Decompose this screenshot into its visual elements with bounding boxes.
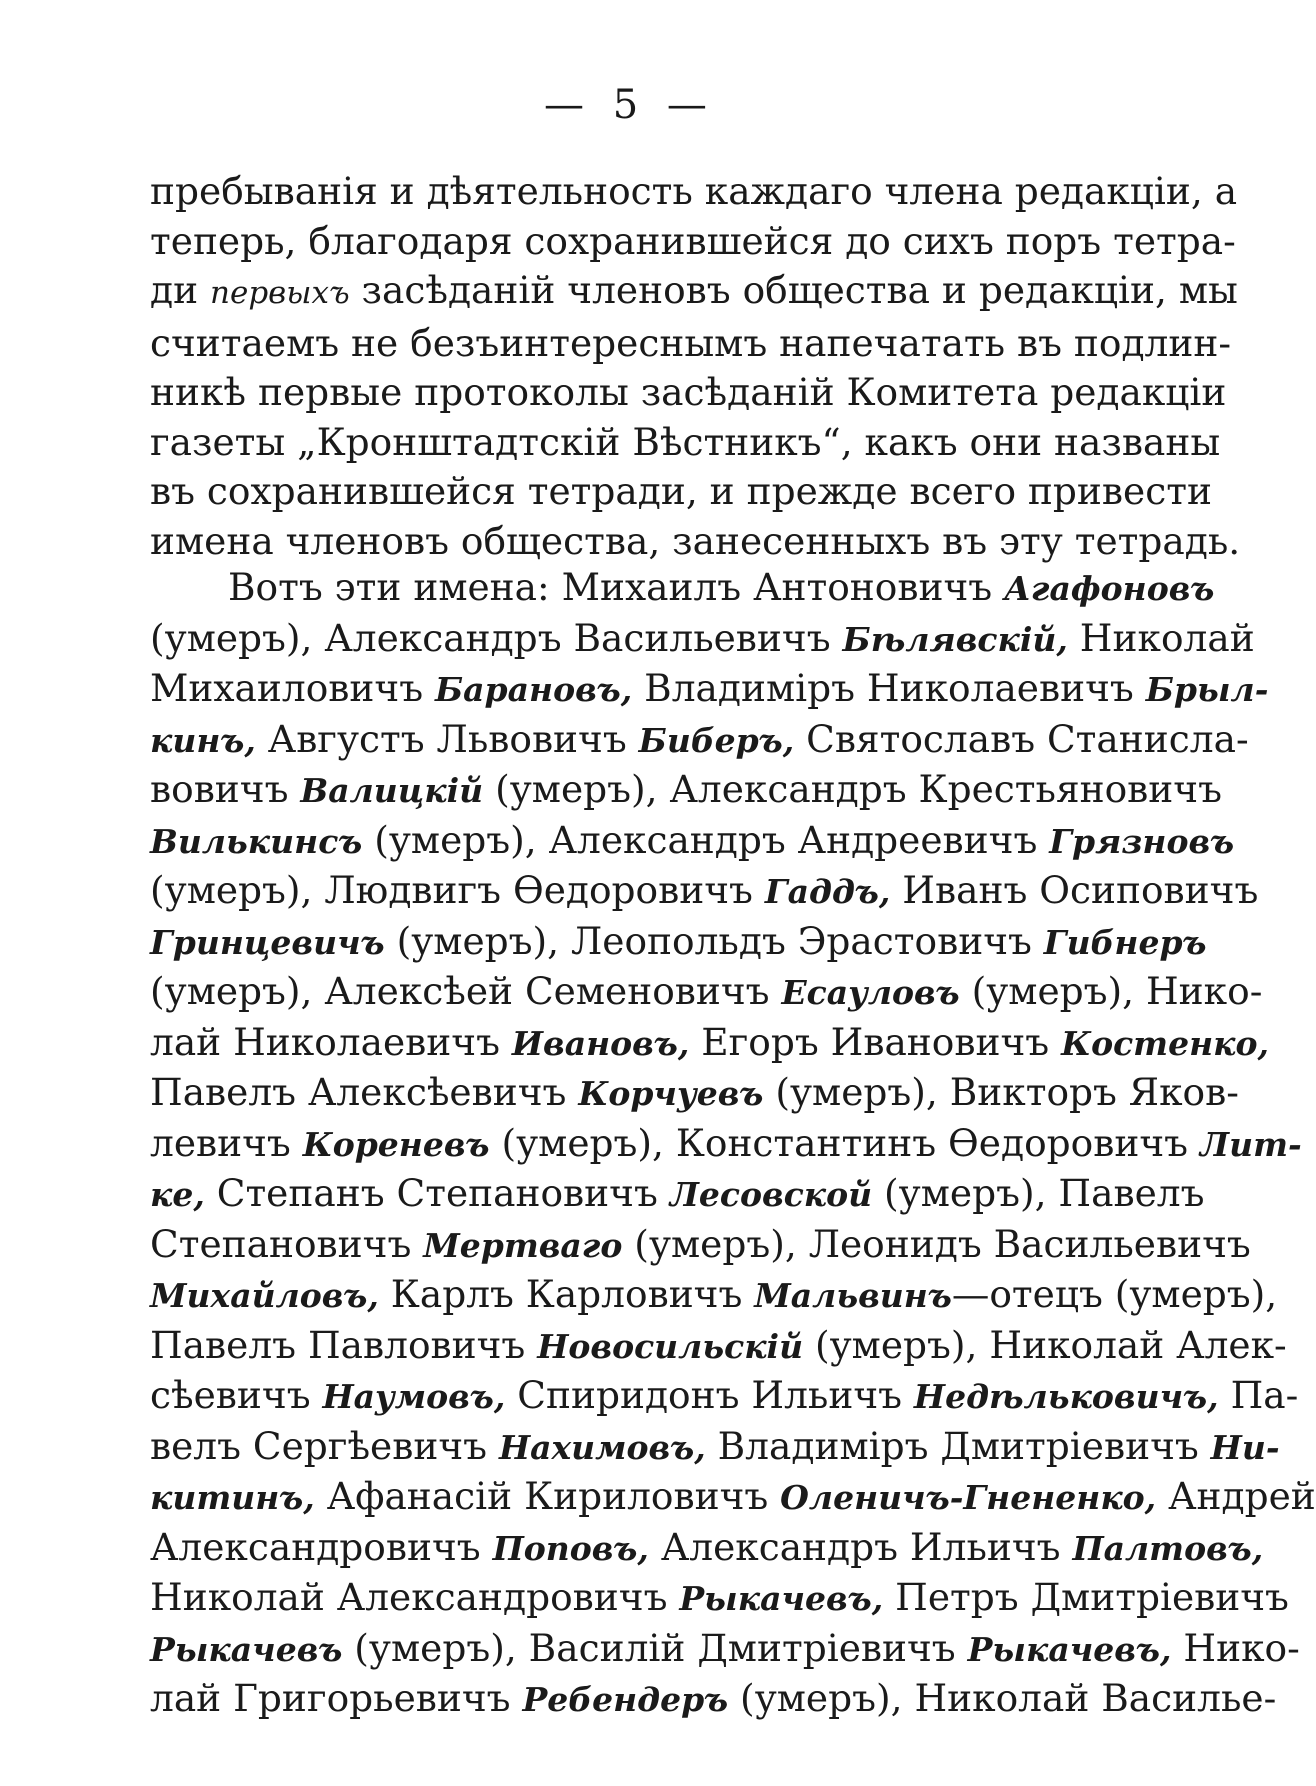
surname: Поповъ, bbox=[492, 1528, 649, 1568]
text-line: ке, Степанъ Степановичъ Лесовской (умеръ), Павелъ bbox=[150, 1171, 1205, 1215]
text-line: вовичъ Валицкій (умеръ), Александръ Крестьяновичъ bbox=[150, 767, 1222, 811]
surname: Оленичъ-Гнененко, bbox=[780, 1478, 1157, 1517]
surname: Корчуевъ bbox=[578, 1074, 764, 1113]
surname: Бѣлявскій, bbox=[842, 619, 1068, 659]
surname: Недѣльковичъ, bbox=[913, 1377, 1219, 1416]
text-line: Рыкачевъ (умеръ), Василій Дмитріевичъ Рыкачевъ, Нико- bbox=[150, 1625, 1300, 1670]
text-line: Михаиловичъ Барановъ, Владиміръ Николаевичъ Брыл- bbox=[150, 666, 1269, 710]
surname: Михайловъ, bbox=[150, 1276, 379, 1315]
text-line: въ сохранившейся тетради, и прежде всего привести bbox=[150, 469, 1212, 513]
text-line: (умеръ), Александръ Васильевичъ Бѣлявскій, Николай bbox=[150, 615, 1255, 660]
surname: Вилькинсъ bbox=[150, 821, 363, 861]
emphasis-word: первыхъ bbox=[210, 275, 350, 311]
surname: Наумовъ, bbox=[322, 1377, 506, 1416]
text-line: ди первыхъ засѣданій членовъ общества и редакціи, мы bbox=[150, 268, 1238, 312]
text-line: китинъ, Афанасій Кириловичъ Оленичъ-Гнененко, Андрей bbox=[150, 1474, 1316, 1518]
text-line: лай Григорьевичъ Ребендеръ (умеръ), Николай Василье- bbox=[150, 1676, 1277, 1720]
text-line: Александровичъ Поповъ, Александръ Ильичъ Палтовъ, bbox=[150, 1524, 1264, 1569]
text-line: газеты „Кронштадтскій Вѣстникъ“, какъ они названы bbox=[150, 419, 1221, 464]
surname: Гибнеръ bbox=[1043, 922, 1207, 962]
surname: Мальвинъ bbox=[754, 1276, 952, 1315]
text-line: Вилькинсъ (умеръ), Александръ Андреевичъ Грязновъ bbox=[150, 817, 1235, 862]
text-line: пребыванія и дѣятельность каждаго члена редакціи, а bbox=[150, 169, 1238, 213]
surname: Валицкій bbox=[300, 771, 484, 810]
text-line: (умеръ), Людвигъ Ѳедоровичъ Гаддъ, Иванъ Осиповичъ bbox=[150, 868, 1259, 912]
surname: кинъ, bbox=[150, 720, 256, 760]
surname: Ни- bbox=[1210, 1427, 1280, 1467]
text-line: лай Николаевичъ Ивановъ, Егоръ Ивановичъ Костенко, bbox=[150, 1019, 1269, 1064]
text-line: (умеръ), Алексѣей Семеновичъ Есауловъ (умеръ), Нико- bbox=[150, 969, 1263, 1013]
surname: ке, bbox=[150, 1175, 205, 1214]
text-line: велъ Сергѣевичъ Нахимовъ, Владиміръ Дмитріевичъ Ни- bbox=[150, 1423, 1280, 1468]
paragraph-member-names bbox=[150, 563, 1316, 1725]
text-line: кинъ, Августъ Львовичъ Биберъ, Святославъ Станисла- bbox=[150, 716, 1249, 761]
surname: Есауловъ bbox=[781, 973, 960, 1012]
surname: Нахимовъ, bbox=[498, 1427, 706, 1467]
surname: Биберъ, bbox=[638, 720, 795, 760]
surname: Барановъ, bbox=[434, 670, 633, 709]
surname: Рыкачевъ, bbox=[967, 1629, 1172, 1669]
paragraph-intro bbox=[150, 167, 1241, 566]
surname: китинъ, bbox=[150, 1478, 315, 1517]
text-line: считаемъ не безъинтереснымъ напечатать въ подлин- bbox=[150, 320, 1232, 365]
surname: Грязновъ bbox=[1049, 821, 1235, 861]
surname: Рыкачевъ bbox=[150, 1629, 343, 1669]
surname: Лит- bbox=[1199, 1124, 1302, 1164]
surname: Палтовъ, bbox=[1072, 1528, 1264, 1568]
text-line: Степановичъ Мертваго (умеръ), Леонидъ Васильевичъ bbox=[150, 1221, 1251, 1266]
surname: Гринцевичъ bbox=[150, 922, 385, 962]
surname: Брыл- bbox=[1145, 670, 1269, 709]
surname: Агафоновъ bbox=[1004, 569, 1215, 608]
text-line: Гринцевичъ (умеръ), Леопольдъ Эрастовичъ Гибнеръ bbox=[150, 918, 1207, 963]
surname: Ребендеръ bbox=[522, 1680, 729, 1719]
surname: Лесовской bbox=[669, 1175, 873, 1214]
text-line: сѣевичъ Наумовъ, Спиридонъ Ильичъ Недѣльковичъ, Па- bbox=[150, 1373, 1299, 1417]
text-line: теперь, благодаря сохранившейся до сихъ поръ тетра- bbox=[150, 218, 1236, 263]
text-line: Вотъ эти имена: Михаилъ Антоновичъ Агафоновъ bbox=[228, 565, 1215, 609]
text-line: Михайловъ, Карлъ Карловичъ Мальвинъ—отецъ (умеръ), bbox=[150, 1272, 1278, 1316]
text-line: никѣ первые протоколы засѣданій Комитета редакціи bbox=[150, 370, 1227, 414]
text-line: Павелъ Алексѣевичъ Корчуевъ (умеръ), Викторъ Яков- bbox=[150, 1070, 1239, 1114]
text-line: имена членовъ общества, занесенныхъ въ эту тетрадь. bbox=[150, 518, 1241, 563]
surname: Мертваго bbox=[423, 1225, 623, 1265]
text-line: левичъ Кореневъ (умеръ), Константинъ Ѳедоровичъ Лит- bbox=[150, 1120, 1302, 1165]
surname: Костенко, bbox=[1061, 1023, 1269, 1063]
text-line: Николай Александровичъ Рыкачевъ, Петръ Дмитріевичъ bbox=[150, 1575, 1289, 1619]
page-number: — 5 — bbox=[544, 82, 715, 128]
surname: Новосильскій bbox=[537, 1326, 804, 1366]
surname: Рыкачевъ, bbox=[679, 1579, 884, 1618]
surname: Ивановъ, bbox=[511, 1023, 690, 1063]
surname: Кореневъ bbox=[302, 1124, 490, 1164]
text-line: Павелъ Павловичъ Новосильскій (умеръ), Николай Алек- bbox=[150, 1322, 1287, 1367]
surname: Гаддъ, bbox=[764, 872, 891, 911]
